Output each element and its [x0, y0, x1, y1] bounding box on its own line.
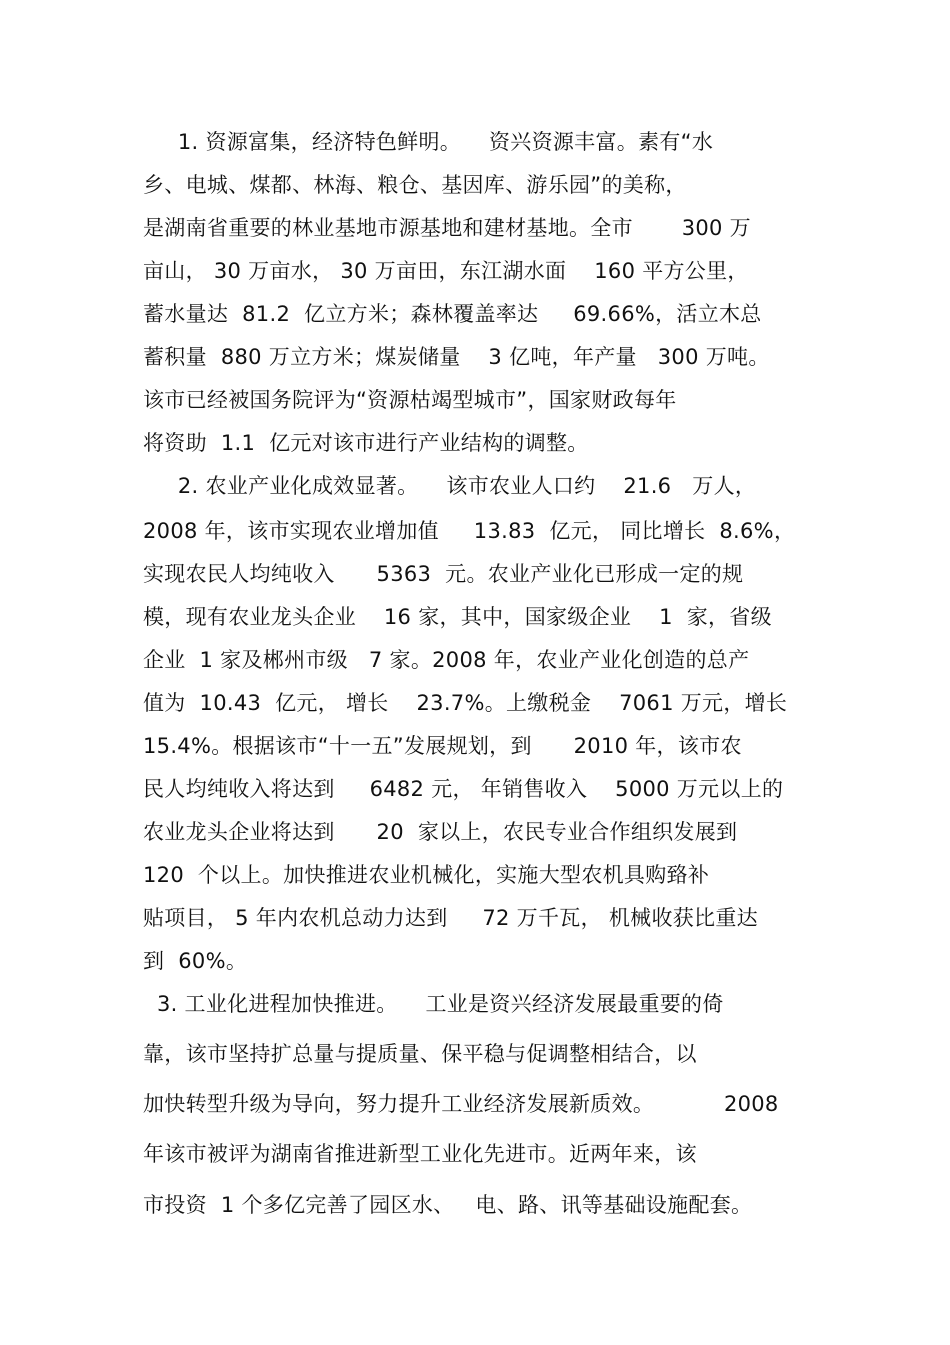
text-line: 年该市被评为湖南省推进新型工业化先进市。近两年来，该: [143, 1142, 697, 1166]
text-line: 亩山， 30 万亩水， 30 万亩田，东江湖水面 160 平方公里，: [143, 259, 749, 283]
text-line: 模，现有农业龙头企业 16 家，其中，国家级企业 1 家，省级: [143, 605, 772, 629]
text-line: 靠，该市坚持扩总量与提质量、保平稳与促调整相结合，以: [143, 1042, 697, 1066]
text-line: 2008 年，该市实现农业增加值 13.83 亿元， 同比增长 8.6%，: [143, 519, 796, 543]
text-line: 该市已经被国务院评为“资源枯竭型城市”，国家财政每年: [143, 388, 677, 412]
paragraph-3-heading-line: 3. 工业化进程加快推进。 工业是资兴经济发展最重要的倚: [143, 992, 724, 1016]
text-line: 蓄水量达 81.2 亿立方米；森林覆盖率达 69.66%，活立木总: [143, 302, 762, 326]
text-line: 120 个以上。加快推进农业机械化，实施大型农机具购臵补: [143, 863, 710, 887]
paragraph-2-heading-line: 2. 农业产业化成效显著。 该市农业人口约 21.6 万人，: [143, 474, 757, 498]
text-line: 农业龙头企业将达到 20 家以上，农民专业合作组织发展到: [143, 820, 738, 844]
paragraph-1-heading-line: 1. 资源富集，经济特色鲜明。 资兴资源丰富。素有“水: [143, 130, 714, 154]
text-line: 市投资 1 个多亿完善了园区水、 电、路、讯等基础设施配套。: [143, 1193, 753, 1217]
text-line: 15.4%。根据该市“十一五”发展规划，到 2010 年，该市农: [143, 734, 742, 758]
text-line: 实现农民人均纯收入 5363 元。农业产业化已形成一定的规: [143, 562, 744, 586]
text-line: 到 60%。: [143, 949, 248, 973]
text-line: 民人均纯收入将达到 6482 元， 年销售收入 5000 万元以上的: [143, 777, 784, 801]
text-line: 企业 1 家及郴州市级 7 家。2008 年，农业产业化创造的总产: [143, 648, 750, 672]
text-line: 是湖南省重要的林业基地市源基地和建材基地。全市 300 万: [143, 216, 751, 240]
text-line: 将资助 1.1 亿元对该市进行产业结构的调整。: [143, 431, 589, 455]
text-line: 蓄积量 880 万立方米；煤炭储量 3 亿吨，年产量 300 万吨。: [143, 345, 770, 369]
text-line: 贴项目， 5 年内农机总动力达到 72 万千瓦， 机械收获比重达: [143, 906, 758, 930]
text-line: 值为 10.43 亿元， 增长 23.7%。上缴税金 7061 万元，增长: [143, 691, 788, 715]
text-line: 乡、电城、煤都、林海、粮仓、基因库、游乐园”的美称，: [143, 173, 687, 197]
text-line: 加快转型升级为导向，努力提升工业经济发展新质效。 2008: [143, 1092, 779, 1116]
